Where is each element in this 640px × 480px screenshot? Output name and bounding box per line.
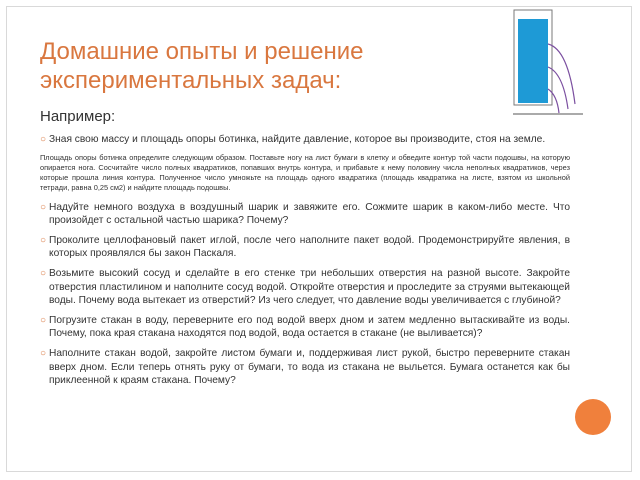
list-item-text: Надуйте немного воздуха в воздушный шарик и завяжите его. Сожмите шарик в каком-либо месте. Что произойдет с остальной частью шарика? Почему? [49, 201, 570, 227]
list-item-text: Зная свою массу и площадь опоры ботинка, найдите давление, которое вы производите, стоя на земле. [49, 134, 546, 145]
water-vessel-with-jets-icon [513, 9, 583, 119]
list-item-text: Возьмите высокий сосуд и сделайте в его стенке три небольших отверстия на разной высоте. Закройте отверстия пластилином и наполните сосуд водой. Откройте отверстия и проследите за струями вытекающей воды. Почему вода вытекает из отверстий? Из чего следует, что давление воды увеличивается с глубиной? [49, 267, 570, 307]
list-item [40, 234, 570, 261]
bullet-icon: ○ [40, 201, 47, 213]
list-item [40, 267, 570, 308]
list-item [40, 133, 570, 147]
bullet-icon: ○ [40, 234, 47, 246]
bullet-icon: ○ [40, 314, 47, 326]
list-item-text: Проколите целлофановый пакет иглой, после чего наполните пакет водой. Продемонстрируйте явления, в которых проявлялся бы закон Паскаля. [49, 234, 570, 260]
slide-content [40, 133, 570, 394]
bullet-icon: ○ [40, 267, 47, 279]
list-item-text: Наполните стакан водой, закройте листом бумаги и, поддерживая лист рукой, быстро переверните стакан вверх дном. Если теперь отнять руку от бумаги, то вода из стакана не выльется. Бумага останется как бы приклеенной к краям стакана. Почему? [49, 347, 570, 387]
list-item [40, 314, 570, 341]
orange-circle [575, 399, 611, 435]
slide-title: Домашние опыты и решение экспериментальных задач: [40, 38, 364, 94]
note-paragraph: Площадь опоры ботинка определите следующим образом. Поставьте ногу на лист бумаги в клетку и обведите контур той части подошвы, на которую опирается нога. Сосчитайте число полных квадратиков, попавших внутрь контура, и прибавьте к нему половину числа неполных квадратиков, через которые прошла линия контура. Полученное число умножьте на площадь одного квадратика (площадь квадратика на листе, взятом из школьной тетради, равна 0,25 см2) и найдите площадь подошвы. [40, 152, 570, 192]
list-item [40, 347, 570, 388]
bullet-icon: ○ [40, 347, 47, 359]
list-item-text: Погрузите стакан в воду, переверните его под водой вверх дном и затем медленно вытаскивайте из воды. Почему, пока края стакана находятся под водой, вода остается в стакане (не выливается)? [49, 314, 570, 340]
subtitle: Например: [40, 108, 116, 125]
list-item [40, 201, 570, 228]
bullet-icon: ○ [40, 134, 47, 145]
